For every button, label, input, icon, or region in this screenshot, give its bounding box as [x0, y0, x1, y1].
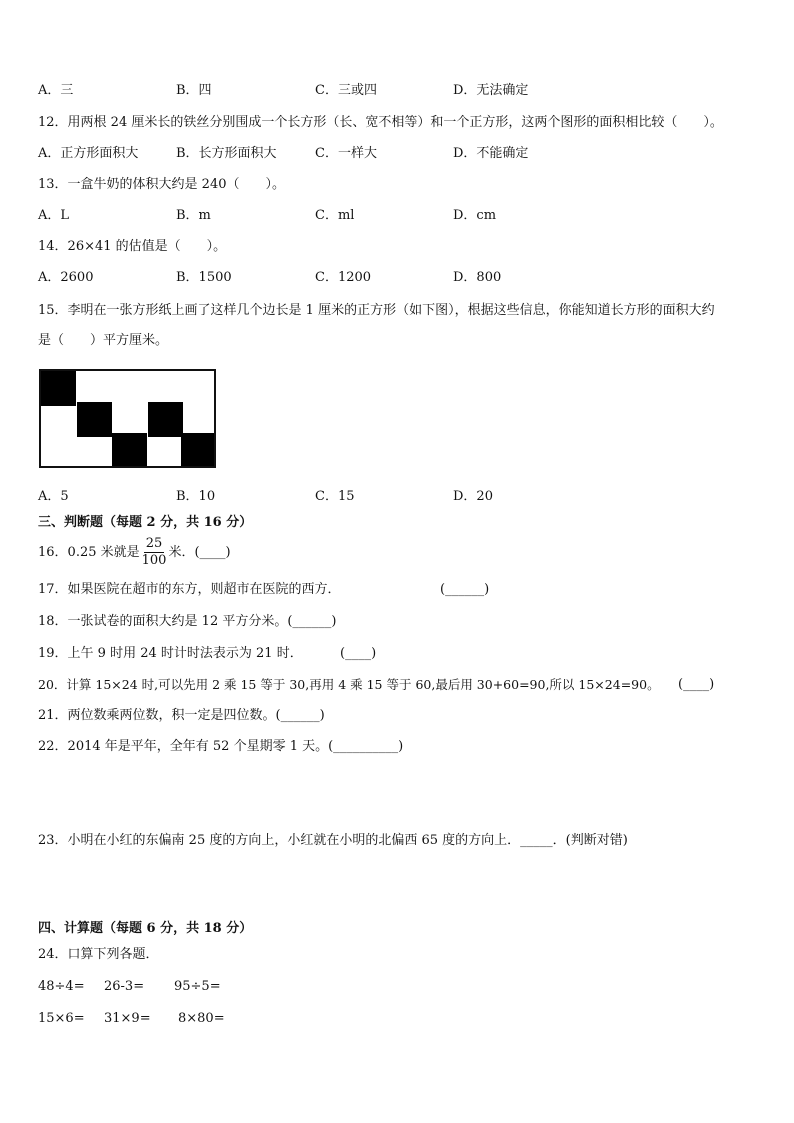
q14-text: 14．26×41 的估值是（ ）。: [38, 239, 227, 254]
q14-option-a: A．2600: [38, 270, 94, 285]
q16-prefix: 16．0.25 米就是: [38, 545, 140, 560]
section4-title: 四、计算题（每题 6 分，共 18 分）: [38, 921, 253, 936]
q11-option-b: B．四: [176, 83, 212, 98]
black-square: [181, 433, 214, 466]
q13-text: 13．一盒牛奶的体积大约是 240（ ）。: [38, 177, 285, 192]
calc-item: 15×6=: [38, 1011, 85, 1026]
q14-option-d: D．800: [453, 270, 502, 285]
q12-option-d: D．不能确定: [453, 146, 529, 161]
q15-text-line1: 15．李明在一张方形纸上画了这样几个边长是 1 厘米的正方形（如下图），根据这些信息，你能知道长方形的面积大约: [38, 303, 715, 318]
q16-text: [38, 536, 231, 570]
calc-item: 31×9=: [104, 1011, 151, 1026]
black-square: [41, 371, 76, 406]
calc-item: 26-3=: [104, 979, 145, 994]
q11-option-a: A．三: [38, 83, 74, 98]
calc-item: 48÷4=: [38, 979, 85, 994]
q15-option-c: C．15: [315, 489, 355, 504]
q12-text: 12．用两根 24 厘米长的铁丝分别围成一个长方形（长、宽不相等）和一个正方形，这两个图形的面积相比较（ ）。: [38, 115, 723, 130]
q20-answer-blank[interactable]: (____): [678, 677, 715, 692]
q15-option-d: D．20: [453, 489, 493, 504]
fraction-numerator: 25: [145, 536, 163, 551]
q19-answer-blank[interactable]: (____): [340, 646, 377, 661]
q16-suffix: 米．(____): [168, 545, 231, 560]
q14-option-c: C．1200: [315, 270, 372, 285]
q13-option-c: C．ml: [315, 208, 355, 223]
q24-text: 24．口算下列各题．: [38, 947, 159, 962]
q11-option-d: D．无法确定: [453, 83, 529, 98]
q12-option-a: A．正方形面积大: [38, 146, 139, 161]
q17-text: 17．如果医院在超市的东方，则超市在医院的西方．: [38, 582, 341, 597]
q19-text: 19．上午 9 时用 24 时计时法表示为 21 时．: [38, 646, 303, 661]
fraction: [142, 536, 167, 569]
q18-text: 18．一张试卷的面积大约是 12 平方分米。(______): [38, 614, 337, 629]
q22-text: 22．2014 年是平年，全年有 52 个星期零 1 天。(__________): [38, 739, 404, 754]
q14-option-b: B．1500: [176, 270, 232, 285]
q11-option-c: C．三或四: [315, 83, 377, 98]
calc-item: 95÷5=: [174, 979, 221, 994]
q15-option-a: A．5: [38, 489, 69, 504]
q12-option-b: B．长方形面积大: [176, 146, 277, 161]
q13-option-b: B．m: [176, 208, 211, 223]
q17-answer-blank[interactable]: (______): [440, 582, 490, 597]
q12-option-c: C．一样大: [315, 146, 377, 161]
calc-item: 8×80=: [178, 1011, 225, 1026]
q15-option-b: B．10: [176, 489, 216, 504]
black-square: [148, 402, 183, 437]
q13-option-d: D．cm: [453, 208, 497, 223]
fraction-denominator: 100: [141, 553, 167, 568]
q23-text: 23．小明在小红的东偏南 25 度的方向上，小红就在小明的北偏西 65 度的方向上．_____．(判断对错): [38, 833, 628, 848]
black-square: [112, 433, 147, 466]
squares-figure: [39, 369, 216, 468]
section3-title: 三、判断题（每题 2 分，共 16 分）: [38, 515, 253, 530]
q21-text: 21．两位数乘两位数，积一定是四位数。(______): [38, 708, 325, 723]
q13-option-a: A．L: [38, 208, 70, 223]
q15-text-line2: 是（ ）平方厘米。: [38, 333, 169, 348]
q20-text: 20．计算 15×24 时,可以先用 2 乘 15 等于 30,再用 4 乘 15 等于 60,最后用 30+60=90,所以 15×24=90。: [38, 677, 660, 692]
black-square: [77, 402, 112, 437]
